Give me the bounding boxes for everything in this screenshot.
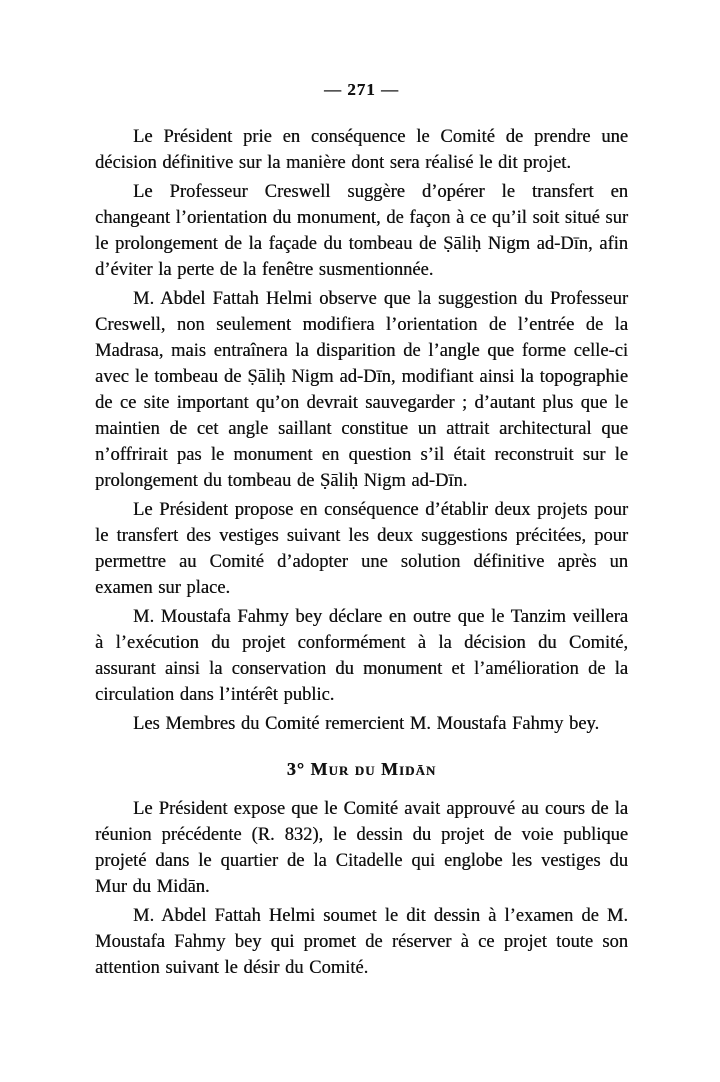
- text-block: [95, 80, 628, 984]
- paragraph-2: Le Professeur Creswell suggère d’opérer le transfert en changeant l’orientation du monument, de façon à ce qu’il soit situé sur le prolongement de la façade du tombeau de Ṣāliḥ Nigm ad-Dīn, afin d’éviter la perte de la fenêtre susmentionnée.: [95, 182, 628, 280]
- paragraph-5: M. Moustafa Fahmy bey déclare en outre que le Tanzim veillera à l’exécution du projet conformément à la décision du Comité, assurant ainsi la conservation du monument et l’amélioration de la circulation dans l’intérêt public.: [95, 607, 628, 705]
- paragraph-6: Les Membres du Comité remercient M. Moustafa Fahmy bey.: [133, 714, 600, 734]
- section-heading: 3° Mur du Midān: [286, 759, 437, 779]
- paragraph-4: Le Président propose en conséquence d’établir deux projets pour le transfert des vestiges suivant les deux suggestions précitées, pour permettre au Comité d’adopter une solution définitive après un examen sur place.: [95, 500, 628, 598]
- paragraph-3: M. Abdel Fattah Helmi observe que la suggestion du Professeur Creswell, non seulement modifiera l’orientation de l’entrée de la Madrasa, mais entraînera la disparition de l’angle que forme celle-ci avec le tombeau de Ṣāliḥ Nigm ad-Dīn, modifiant ainsi la topographie de ce site important qu’on devrait sauvegarder ; d’autant plus que le maintien de cet angle saillant constitue un attrait architectural que n’offrirait pas le monument en question s’il était reconstruit sur le prolongement du tombeau de Ṣāliḥ Nigm ad-Dīn.: [95, 289, 628, 491]
- body-text: [95, 124, 628, 981]
- page-number: — 271 —: [324, 80, 399, 99]
- paragraph-7: Le Président expose que le Comité avait approuvé au cours de la réunion précédente (R. 832), le dessin du projet de voie publique projeté dans le quartier de la Citadelle qui englobe les vestiges du Mur du Midān.: [95, 799, 628, 897]
- paragraph-1: Le Président prie en conséquence le Comité de prendre une décision définitive sur la manière dont sera réalisé le dit projet.: [95, 127, 628, 173]
- paragraph-8: M. Abdel Fattah Helmi soumet le dit dessin à l’examen de M. Moustafa Fahmy bey qui promet de réserver à ce projet toute son attention suivant le désir du Comité.: [95, 906, 628, 978]
